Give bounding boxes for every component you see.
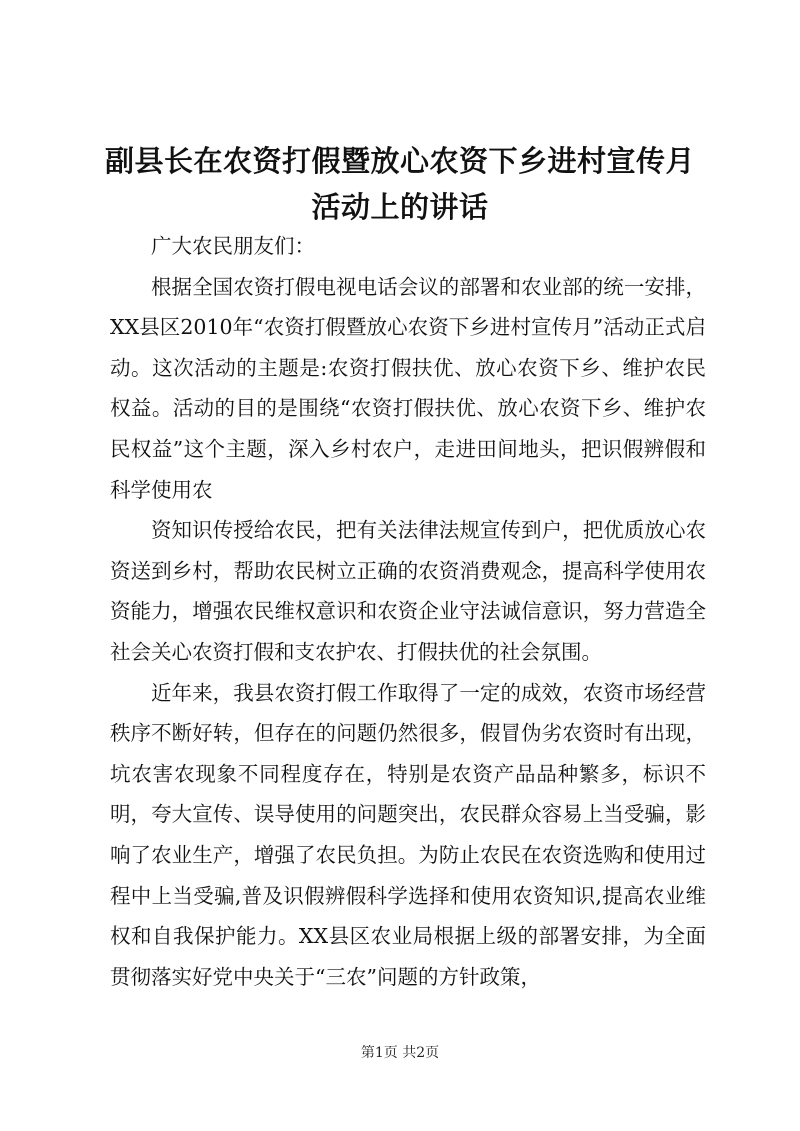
title-line-2: 活动上的讲话 (311, 190, 489, 224)
document-body (110, 226, 706, 997)
document-title (100, 138, 700, 230)
paragraph: 根据全国农资打假电视电话会议的部署和农业部的统一安排，XX县区2010年“农资打假暨放心农资下乡进村宣传月”活动正式启动。这次活动的主题是:农资打假扶优、放心农资下乡、维护农民权益。活动的目的是围绕“农资打假扶优、放心农资下乡、维护农民权益”这个主题，深入乡村农户，走进田间地头，把识假辨假和科学使用农 (110, 274, 706, 502)
paragraph: 近年来，我县农资打假工作取得了一定的成效，农资市场经营秩序不断好转，但存在的问题仍然很多，假冒伪劣农资时有出现，坑农害农现象不同程度存在，特别是农资产品品种繁多，标识不明，夸大宣传、误导使用的问题突出，农民群众容易上当受骗，影响了农业生产，增强了农民负担。为防止农民在农资选购和使用过程中上当受骗,普及识假辨假科学选择和使用农资知识,提高农业维权和自我保护能力。XX县区农业局根据上级的部署安排，为全面贯彻落实好党中央关于“三农”问题的方针政策， (110, 680, 706, 989)
page-footer (0, 1043, 800, 1063)
title-line-1: 副县长在农资打假暨放心农资下乡进村宣传月 (104, 144, 695, 178)
salutation: 广大农民朋友们： (151, 234, 315, 258)
page-number: 第1页 共2页 (360, 1045, 440, 1061)
paragraph: 资知识传授给农民，把有关法律法规宣传到户，把优质放心农资送到乡村，帮助农民树立正确的农资消费观念，提高科学使用农资能力，增强农民维权意识和农资企业守法诚信意识，努力营造全社会关心农资打假和支农护农、打假扶优的社会氛围。 (110, 518, 706, 664)
